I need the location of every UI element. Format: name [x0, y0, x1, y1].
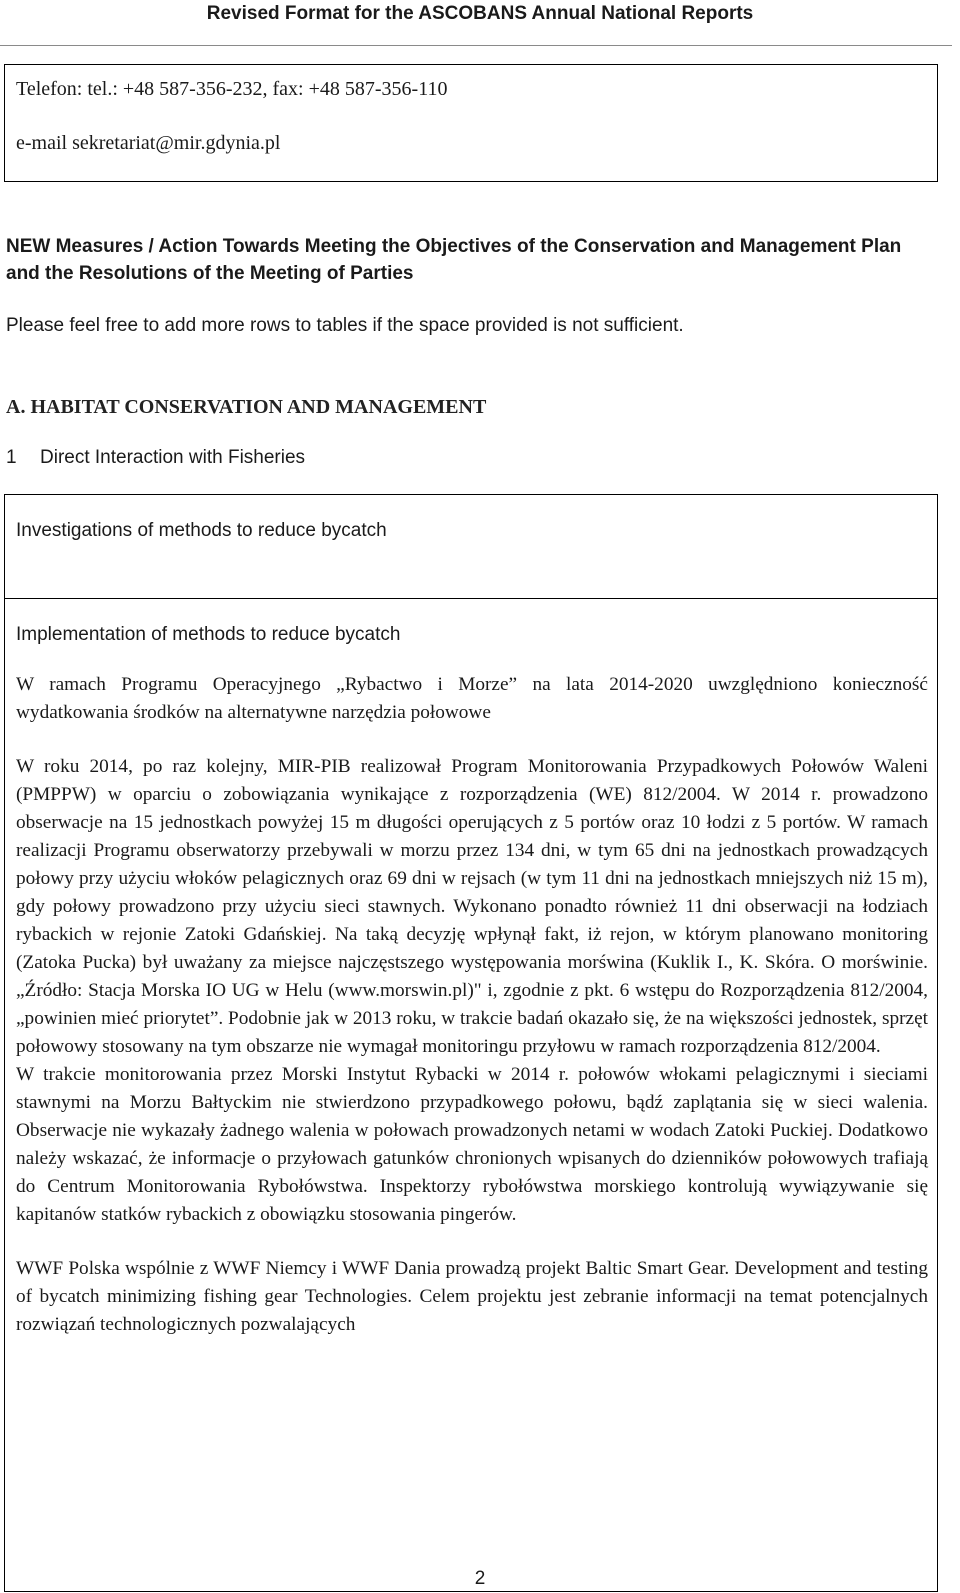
- section-heading: NEW Measures / Action Towards Meeting the Objectives of the Conservation and Management Plan and the Resolutions of the Meeting of Parties: [6, 236, 902, 284]
- row-divider: [5, 598, 937, 599]
- row-label-investigations: Investigations of methods to reduce bycatch: [16, 520, 387, 541]
- contact-box: [4, 64, 938, 182]
- topic-number: 1: [6, 447, 17, 468]
- instructions-text: Please feel free to add more rows to tables if the space provided is not sufficient.: [6, 315, 684, 336]
- paragraph-operational-programme: W ramach Programu Operacyjnego „Rybactwo i Morze” na lata 2014-2020 uwzględniono konieczność wydatkowania środków na alternatywne narzędzia połowowe: [16, 674, 928, 723]
- page-header: Revised Format for the ASCOBANS Annual National Reports: [206, 3, 754, 24]
- header-divider: [0, 45, 952, 46]
- report-table: [4, 494, 938, 1592]
- topic-title: [6, 446, 305, 470]
- topic-label: Direct Interaction with Fisheries: [40, 447, 306, 468]
- contact-email: e-mail sekretariat@mir.gdynia.pl: [16, 132, 281, 154]
- row-label-implementation: Implementation of methods to reduce bycatch: [16, 624, 401, 645]
- page-number: 2: [474, 1568, 486, 1589]
- contact-phone: Telefon: tel.: +48 587-356-232, fax: +48 587-356-110: [16, 78, 448, 100]
- paragraph-monitoring-results: W trakcie monitorowania przez Morski Instytut Rybacki w 2014 r. połowów włokami pelagicznymi i sieciami stawnymi na Morzu Bałtyckim nie stwierdzono przypadkowego połowu, bądź zaplątania się w sieci walenia. Obserwacje nie wykazały żadnego walenia w połowach prowadzonych netami w wodach Zatoki Puckiej. Dodatkowo należy wskazać, że informacje o przyłowach gatunków chronionych wpisanych do dzienników połowowych trafiają do Centrum Monitorowania Rybołówstwa. Inspektorzy rybołówstwa morskiego kontrolują wywiązywanie się kapitanów statków rybackich z obowiązku stosowania pingerów.: [16, 1064, 928, 1225]
- paragraph-wwf-project: WWF Polska wspólnie z WWF Niemcy i WWF Dania prowadzą projekt Baltic Smart Gear. Development and testing of bycatch minimizing fishing gear Technologies. Celem projektu jest zebranie informacji na temat potencjalnych rozwiązań technologicznych pozwalających: [16, 1258, 928, 1335]
- paragraph-monitoring-programme: W roku 2014, po raz kolejny, MIR-PIB realizował Program Monitorowania Przypadkowych Połowów Waleni (PMPPW) w oparciu o zobowiązania wynikające z rozporządzenia (WE) 812/2004. W 2014 r. prowadzono obserwacje na 15 jednostkach powyżej 15 m długości operujących z 5 portów oraz 10 łodzi z 5 portów. W ramach realizacji Programu obserwatorzy przebywali w morzu przez 134 dni, w tym 65 dni na jednostkach prowadzących połowy przy użyciu włoków pelagicznych oraz 69 dni w rejsach (w tym 11 dni na jednostkach mniejszych niż 15 m), gdy połowy prowadzono przy użyciu sieci stawnych. Wykonano ponadto również 11 dni obserwacji na łodziach rybackich w rejonie Zatoki Gdańskiej. Na taką decyzję wpłynął fakt, iż rejon, w którym planowano monitoring (Zatoka Pucka) był uważany za miejsce najczęstszego występowania morświna (Kuklik I., K. Skóra. O morświnie. „Źródło: Stacja Morska IO UG w Helu (www.morswin.pl)" i, zgodnie z pkt. 6 wstępu do Rozporządzenia 812/2004, „powinien mieć priorytet”. Podobnie jak w 2013 roku, w trakcie badań okazało się, że na większości jednostek, sprzęt połowowy stosowany na tym obszarze nie wymagał monitoringu przyłowu w ramach rozporządzenia 812/2004.: [16, 756, 928, 1057]
- implementation-content: [16, 671, 928, 1339]
- subsection-title: A. HABITAT CONSERVATION AND MANAGEMENT: [6, 396, 487, 418]
